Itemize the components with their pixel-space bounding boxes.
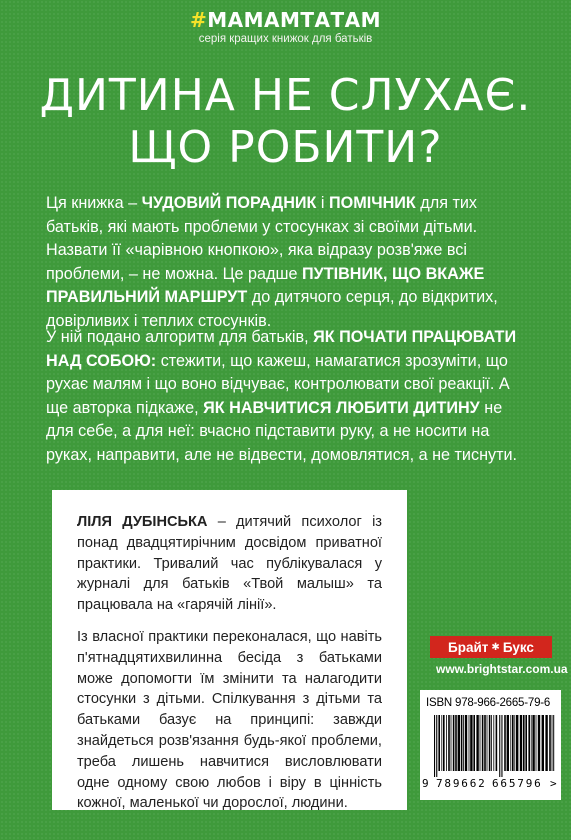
barcode-bar: [446, 715, 447, 771]
barcode-bar: [514, 715, 515, 771]
ean-first-digit: 9: [422, 777, 429, 790]
barcode-bar: [487, 715, 488, 771]
ean-right-digits: 665796: [492, 777, 543, 790]
barcode-bar: [438, 715, 440, 771]
barcode-bar: [453, 715, 455, 771]
headline-line-2: ЩО РОБИТИ?: [128, 122, 443, 173]
barcode-bar: [504, 715, 506, 771]
author-bio-text: [77, 512, 382, 825]
barcode-bar: [480, 715, 481, 771]
barcode-bar: [516, 715, 518, 771]
barcode-box: [420, 690, 561, 800]
barcode-bar: [469, 715, 470, 771]
text-run: для тих батьків, які мають проблеми у стосунках зі своїми дітьми. Назвати її «чарівною кнопкою», яка відразу розв'яже всі проблеми, – не можна. Це радше: [46, 194, 478, 283]
barcode-bar: [484, 715, 486, 771]
barcode-bar: [455, 715, 457, 771]
emphasis-run: ЯК НАВЧИТИСЯ ЛЮБИТИ ДИТИНУ: [203, 398, 480, 417]
emphasis-run: ЧУДОВИЙ ПОРАДНИК: [141, 194, 317, 212]
isbn-label: ISBN 978-966-2665-79-6: [426, 697, 551, 709]
publisher-name-a: Брайт: [448, 639, 489, 655]
series-logo-part-b: ТАТАМ: [300, 8, 382, 32]
barcode-bar: [520, 715, 522, 771]
barcode-bar: [510, 715, 511, 771]
barcode-bar: [458, 715, 460, 771]
star-icon: ✱: [491, 641, 500, 653]
barcode-bar: [470, 715, 472, 771]
barcode-bar: [451, 715, 452, 771]
barcode-bar: [493, 715, 494, 771]
barcode-bar: [525, 715, 527, 771]
series-logo-part-a: МАМАМ: [207, 8, 301, 32]
publisher-name-b: Букс: [502, 639, 534, 655]
barcode-bar: [491, 715, 492, 771]
barcode-bar: [473, 715, 475, 771]
barcode-bar: [552, 715, 553, 771]
barcode-bar: [443, 715, 445, 771]
barcode-guard-bar: [434, 715, 435, 777]
description-paragraph-2: [46, 326, 530, 468]
emphasis-run: ЯК ПОЧАТИ ПРАЦЮВАТИ НАД СОБОЮ:: [46, 328, 517, 370]
barcode-bar: [542, 715, 544, 771]
author-name: ЛІЛЯ ДУБІНСЬКА: [77, 514, 208, 530]
barcode-bar: [545, 715, 547, 771]
text-run: стежити, що кажеш, намагатися зрозуміти, що рухає малям і що воно відчуває, контролювати свої реакції. А ще авторка підкаже,: [46, 351, 510, 417]
barcode-bar: [489, 715, 491, 771]
barcode-bar: [465, 715, 467, 771]
barcode-bar: [476, 715, 478, 771]
series-header: [0, 8, 571, 46]
publisher-url: www.brightstar.com.ua: [436, 662, 568, 676]
barcode-bar: [482, 715, 484, 771]
description-paragraph-1: [46, 192, 530, 334]
barcode-bars: [426, 715, 555, 777]
barcode-bar: [536, 715, 537, 771]
publisher-logo: [430, 636, 552, 658]
author-bio-paragraph-1: [77, 512, 382, 616]
barcode-bar: [549, 715, 551, 771]
text-run: не для себе, а для неї: вчасно підставити руку, а не носити на руках, направити, але не відвести, домовлятися, а не тиснути.: [46, 398, 518, 464]
emphasis-run: ПОМІЧНИК: [329, 194, 416, 212]
ean-quiet-arrow: >: [550, 777, 557, 790]
barcode-bar: [528, 715, 530, 771]
barcode-bar: [496, 715, 498, 771]
barcode-bar: [463, 715, 464, 771]
barcode-bar: [553, 715, 554, 771]
barcode-bar: [531, 715, 532, 771]
ean-left-digits: 789662: [436, 777, 487, 790]
text-run: – дитячий психолог із понад двадцятирічним досвідом приватної практики. Тривалий час публікувалася у журналі для батьків «Твой малыш» та працювала на «гарячій лінії».: [77, 514, 382, 614]
text-run: У ній подано алгоритм для батьків,: [46, 328, 314, 346]
barcode-bar: [441, 715, 442, 771]
headline-line-1: ДИТИНА НЕ СЛУХАЄ.: [39, 70, 532, 121]
barcode-bar: [512, 715, 514, 771]
author-bio-paragraph-2: Із власної практики переконалася, що навіть п'ятнадцятихвилинна бесіда з батьками може допомогти їм змінити та налагодити стосунки з дітьми. Спілкування з дітьми та батьками базує на принципі: завжди знайдеться розв'язання будь-якої проблеми, треба лишень навчитися висловлювати одне одному свою любов і віру в цінність кожної, маленької чи дорослої, людини.: [77, 628, 382, 812]
text-run: Ця книжка –: [46, 194, 142, 212]
barcode-bar: [532, 715, 534, 771]
barcode-bar: [461, 715, 463, 771]
series-tagline: серія кращих книжок для батьків: [198, 33, 373, 45]
series-logo-hash: #: [189, 8, 208, 32]
author-bio-box: [52, 490, 407, 810]
barcode-bar: [448, 715, 450, 771]
barcode-bar: [523, 715, 525, 771]
barcode-bar: [538, 715, 540, 771]
barcode-guard-bar: [499, 715, 500, 777]
barcode-guard-bar: [436, 715, 437, 777]
text-run: і: [316, 194, 330, 212]
emphasis-run: ПУТІВНИК, ЩО ВКАЖЕ ПРАВИЛЬНИЙ МАРШРУТ: [46, 264, 485, 307]
barcode-bar: [507, 715, 509, 771]
cover-headline: [0, 70, 571, 174]
text-run: до дитячого серця, до відкритих, довірливих і теплих стосунків.: [46, 288, 498, 330]
barcode-guard-bar: [501, 715, 502, 777]
series-logo: [0, 8, 571, 32]
